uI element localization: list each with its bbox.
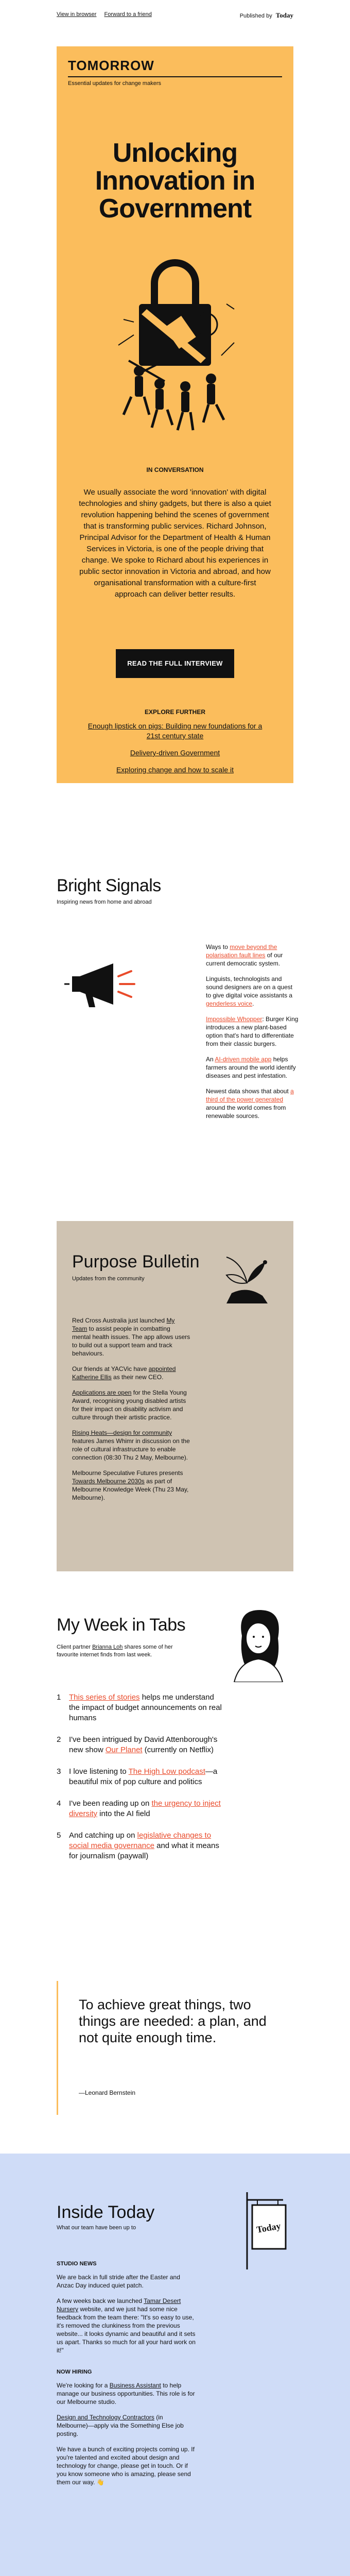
- tab-item-number: 3: [57, 1767, 61, 1776]
- tab-item-link[interactable]: the urgency to inject diversity: [69, 1799, 221, 1818]
- signal-link[interactable]: AI-driven mobile app: [215, 1056, 272, 1063]
- further-link[interactable]: Delivery-driven Government: [130, 749, 220, 757]
- brand-title: TOMORROW: [68, 58, 154, 73]
- signal-text: Linguists, technologists and sound designers are on a quest to give digital voice assistants a: [206, 975, 293, 999]
- purpose-bulletin-title: Purpose Bulletin: [72, 1252, 200, 1272]
- hiring-text: to help manage our business opportunities. This role is for our Melbourne studio.: [57, 2382, 195, 2405]
- hero-section: [57, 46, 293, 783]
- bulletin-link[interactable]: Rising Heats—design for community: [72, 1429, 172, 1436]
- tab-item: [57, 1799, 226, 1819]
- bulletin-text: Our friends at YACVic have: [72, 1365, 149, 1372]
- inside-today-title: Inside Today: [57, 2202, 155, 2222]
- signal-text: Ways to: [206, 943, 230, 951]
- signal-link[interactable]: move beyond the polarisation fault lines: [206, 943, 277, 959]
- hiring-text: (in Melbourne)—apply via the Something Else job posting.: [57, 2414, 184, 2437]
- hiring-p1: [57, 2381, 196, 2406]
- published-by-label: Published by: [239, 13, 272, 19]
- hiring-p3: We have a bunch of exciting projects coming up. If you're talented and excited about design and technology for change, please get in touch. Or if you know someone who is amazing, please send them our way. 👋: [57, 2446, 195, 2486]
- signal-text: Newest data shows that about: [206, 1088, 291, 1095]
- bulletin-link[interactable]: Applications are open: [72, 1389, 132, 1396]
- bulletin-text: as their new CEO.: [111, 1374, 164, 1381]
- forward-link[interactable]: Forward to a friend: [104, 11, 152, 18]
- signal-text: .: [252, 1000, 254, 1007]
- portrait-illustration-icon: [221, 1605, 293, 1682]
- quote-author: —Leonard Bernstein: [79, 2089, 136, 2096]
- studio-text: A few weeks back we launched: [57, 2297, 144, 2304]
- brand-tagline: Essential updates for change makers: [68, 80, 161, 87]
- tab-item-text: helps me understand the impact of budget announcements on real humans: [69, 1693, 222, 1722]
- quote-text: To achieve great things, two things are needed: a plan, and not quite enough time.: [79, 1997, 267, 2045]
- signal-link[interactable]: a third of the power generated: [206, 1088, 294, 1103]
- tab-item-number: 4: [57, 1799, 61, 1808]
- further-link[interactable]: Exploring change and how to scale it: [116, 766, 234, 774]
- explore-further-heading: EXPLORE FURTHER: [144, 708, 205, 716]
- bulletin-link[interactable]: appointed Katherine Ellis: [72, 1365, 176, 1381]
- bulletin-text: for the Stella Young Award, recognising young disabled artists for their impact on disability activism and culture through their artistic practice.: [72, 1389, 187, 1421]
- tab-item-text: I've been intrigued by David Attenborough's new show: [69, 1735, 218, 1754]
- read-interview-button[interactable]: READ THE FULL INTERVIEW: [116, 649, 234, 678]
- brand-rule: [68, 76, 282, 77]
- tab-item-text: I've been reading up on: [69, 1799, 152, 1808]
- now-hiring-heading: NOW HIRING: [57, 2369, 92, 2375]
- bright-signals-subtitle: Inspiring news from home and abroad: [57, 899, 152, 905]
- signal-item: [206, 1015, 299, 1048]
- view-in-browser-link[interactable]: View in browser: [57, 11, 97, 18]
- publisher-logo[interactable]: Today: [275, 11, 293, 19]
- studio-news-p2: [57, 2297, 196, 2354]
- signal-text: An: [206, 1056, 215, 1063]
- hiring-link[interactable]: Design and Technology Contractors: [57, 2414, 154, 2421]
- studio-news-heading: STUDIO NEWS: [57, 2261, 97, 2267]
- bulletin-item: [72, 1469, 190, 1502]
- tab-item-link[interactable]: The High Low podcast: [128, 1767, 205, 1776]
- further-link[interactable]: Enough lipstick on pigs: Building new foundations for a 21st century state: [87, 722, 262, 740]
- subtitle-text: Client partner: [57, 1644, 93, 1650]
- sign-label: Today: [255, 2221, 282, 2235]
- tab-item-number: 1: [57, 1693, 61, 1702]
- tab-item-number: 5: [57, 1831, 61, 1840]
- tab-item-text: (currently on Netflix): [142, 1745, 214, 1754]
- explore-further-links: [87, 721, 262, 782]
- subtitle-link[interactable]: Brianna Loh: [92, 1644, 123, 1650]
- tab-item-link[interactable]: This series of stories: [69, 1693, 140, 1702]
- bulletin-item: [72, 1316, 190, 1358]
- tab-item-text: I love listening to: [69, 1767, 129, 1776]
- signal-text: of our current democratic system.: [206, 952, 283, 967]
- tab-item-text: into the AI field: [97, 1809, 150, 1818]
- bulletin-text: features James Whimr in discussion on the role of cultural infrastructure to enable connection (08:30 Thu 2 May, Melbourne).: [72, 1437, 190, 1461]
- hero-headline: Unlocking Innovation in Government: [95, 138, 255, 224]
- week-in-tabs-list: [57, 1692, 226, 1873]
- week-in-tabs-subtitle: [57, 1643, 190, 1659]
- bulletin-item: [72, 1365, 190, 1381]
- inside-today-subtitle: What our team have been up to: [57, 2225, 136, 2231]
- tab-item-text: and what it means for journalism (paywall): [69, 1841, 219, 1860]
- bulletin-text: Red Cross Australia just launched: [72, 1317, 167, 1324]
- tab-item: [57, 1735, 226, 1755]
- bulletin-item: [72, 1429, 190, 1462]
- studio-news-p1: We are back in full stride after the Easter and Anzac Day induced quiet patch.: [57, 2274, 180, 2289]
- week-in-tabs-title: My Week in Tabs: [57, 1615, 186, 1635]
- signal-link[interactable]: Impossible Whopper: [206, 1015, 262, 1023]
- bright-signals-title: Bright Signals: [57, 876, 161, 895]
- purpose-bulletin-list: [72, 1316, 190, 1509]
- published-by: [240, 11, 293, 20]
- tab-item-text: —a beautiful mix of pop culture and politics: [69, 1767, 218, 1786]
- bright-signals-list: [206, 943, 299, 1127]
- quote-block: [57, 1981, 293, 2115]
- signal-item: [206, 943, 299, 968]
- hiring-link[interactable]: Business Assistant: [109, 2382, 161, 2389]
- hero-body: We usually associate the word 'innovation' with digital technologies and shiny gadgets, but there is also a quiet revolution happening behind the scenes of government that is transforming public services. Richard Johnson, Principal Advisor for the Department of Health & Human Services in Victoria, is one of the people driving that change. We spoke to Richard about his experiences in public sector innovation in Victoria and abroad, and how organisational transformation with a culture-first approach can deliver better results.: [79, 488, 271, 599]
- hiring-text: We're looking for a: [57, 2382, 110, 2389]
- bulletin-link[interactable]: My Team: [72, 1317, 175, 1332]
- tab-item-link[interactable]: legislative changes to social media governance: [69, 1831, 212, 1850]
- hero-kicker: IN CONVERSATION: [146, 466, 204, 473]
- tab-item-link[interactable]: Our Planet: [105, 1745, 143, 1754]
- signal-link[interactable]: genderless voice: [206, 1000, 253, 1007]
- tab-item-text: And catching up on: [69, 1831, 137, 1840]
- purpose-bulletin-section: [57, 1221, 293, 1571]
- tab-item: [57, 1692, 226, 1723]
- megaphone-icon: [64, 956, 136, 1012]
- bulletin-text: as part of Melbourne Knowledge Week (Thu 23 May, Melbourne).: [72, 1478, 189, 1501]
- subtitle-text: shares some of her favourite internet finds from last week.: [57, 1644, 173, 1658]
- tab-item: [57, 1831, 226, 1861]
- studio-text: website, and we just had some nice feedback from the team there: "It's so easy to use, it's removed the clunkiness from the previous website... it looks dynamic and beautiful and it sets us apart. Thanks so much for all your hard work on it!": [57, 2306, 196, 2354]
- tab-item-number: 2: [57, 1735, 61, 1744]
- bulletin-text: to assist people in combatting mental health issues. The app allows users to build out a support team and track behaviours.: [72, 1325, 190, 1357]
- signal-text: around the world comes from renewable sources.: [206, 1104, 286, 1120]
- signal-item: [206, 975, 299, 1008]
- signal-item: [206, 1055, 299, 1080]
- padlock-illustration-icon: [108, 242, 242, 438]
- shop-sign-illustration-icon: [237, 2190, 293, 2272]
- top-bar: [57, 11, 293, 22]
- signal-item: [206, 1087, 299, 1120]
- purpose-bulletin-subtitle: Updates from the community: [72, 1276, 145, 1282]
- inside-today-body: [57, 2257, 196, 2494]
- bulletin-link[interactable]: Towards Melbourne 2030s: [72, 1478, 145, 1485]
- signal-text: : Burger King introduces a new plant-based option that's hard to differentiate from their classic burgers.: [206, 1015, 299, 1047]
- bulletin-item: [72, 1388, 190, 1421]
- signal-text: helps farmers around the world identify diseases and pest infestation.: [206, 1056, 296, 1079]
- tab-item: [57, 1767, 226, 1787]
- hiring-p2: [57, 2413, 196, 2438]
- plant-hand-illustration-icon: [216, 1247, 278, 1309]
- bulletin-text: Melbourne Speculative Futures presents: [72, 1469, 183, 1477]
- inside-today-section: [0, 2154, 350, 2576]
- studio-link[interactable]: Tamar Desert Nursery: [57, 2297, 181, 2313]
